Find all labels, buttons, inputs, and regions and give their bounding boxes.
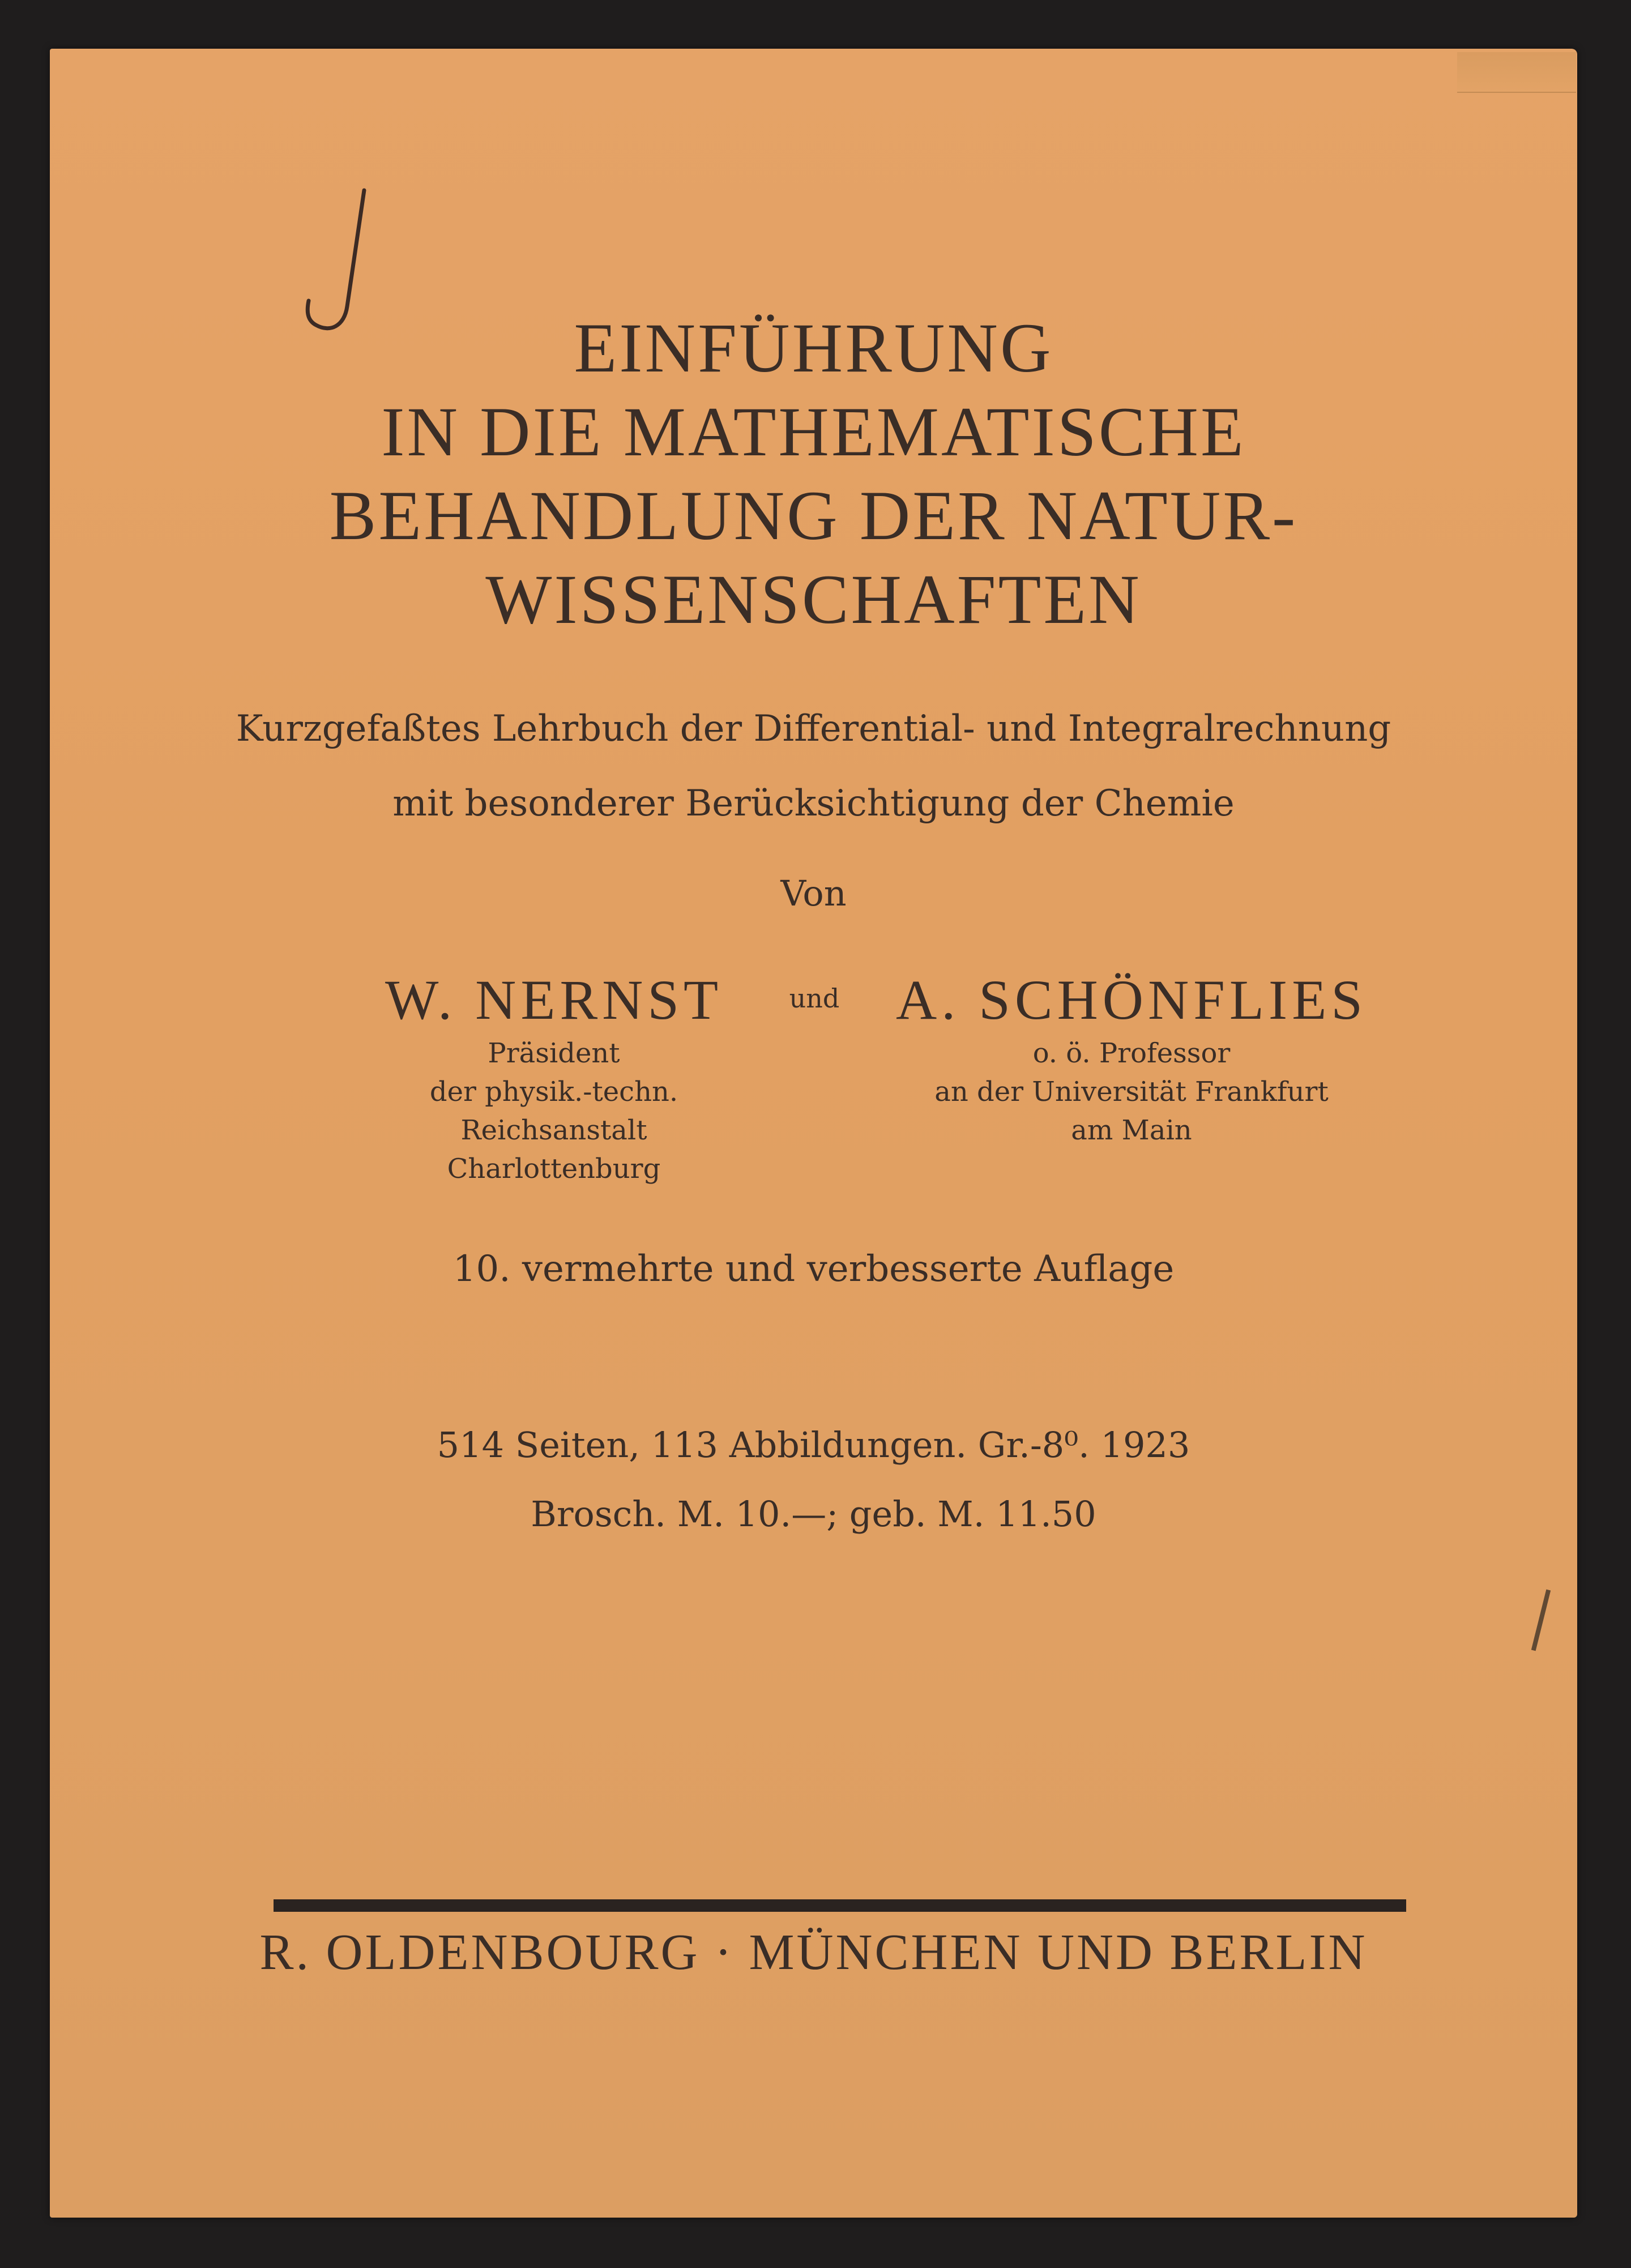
book-title [50, 306, 1577, 642]
title-line: EINFÜHRUNG [574, 309, 1053, 387]
author-role-line: o. ö. Professor [1032, 1037, 1231, 1069]
title-line: WISSENSCHAFTEN [485, 561, 1142, 638]
subtitle-line: Kurzgefaßtes Lehrbuch der Differential- und Integralrechnung [236, 708, 1391, 750]
subtitle-line: mit besonderer Berücksichtigung der Chemie [392, 783, 1235, 825]
author-role-line: am Main [1071, 1114, 1192, 1146]
title-line: BEHANDLUNG DER NATUR- [329, 477, 1298, 554]
by-label: Von [780, 873, 847, 914]
title-line: IN DIE MATHEMATISCHE [381, 393, 1246, 471]
divider-rule [274, 1899, 1406, 1912]
author-role-line: Charlottenburg [447, 1153, 661, 1185]
author-role-line: an der Universität Frankfurt [934, 1076, 1329, 1108]
author-name: W. NERNST [385, 968, 723, 1031]
details-line: Brosch. M. 10.—; geb. M. 11.50 [531, 1493, 1096, 1535]
author-role-line: der physik.-techn. Reichsanstalt [429, 1076, 678, 1146]
torn-corner [1457, 52, 1576, 93]
author-schoenflies [894, 966, 1369, 1150]
publisher-imprint: R. OLDENBOURG · MÜNCHEN UND BERLIN [259, 1924, 1368, 1980]
author-role-line: Präsident [488, 1037, 620, 1069]
document-page [50, 49, 1577, 2218]
publication-details [50, 1411, 1577, 1549]
edge-mark [1531, 1590, 1551, 1651]
author-name: A. SCHÖNFLIES [896, 968, 1367, 1031]
edition-note: 10. vermehrte und verbesserte Auflage [452, 1248, 1175, 1290]
author-connector: und [789, 983, 840, 1014]
book-subtitle [50, 691, 1577, 841]
author-nernst [333, 966, 775, 1188]
details-line: 514 Seiten, 113 Abbildungen. Gr.-8⁰. 1923 [437, 1424, 1190, 1466]
